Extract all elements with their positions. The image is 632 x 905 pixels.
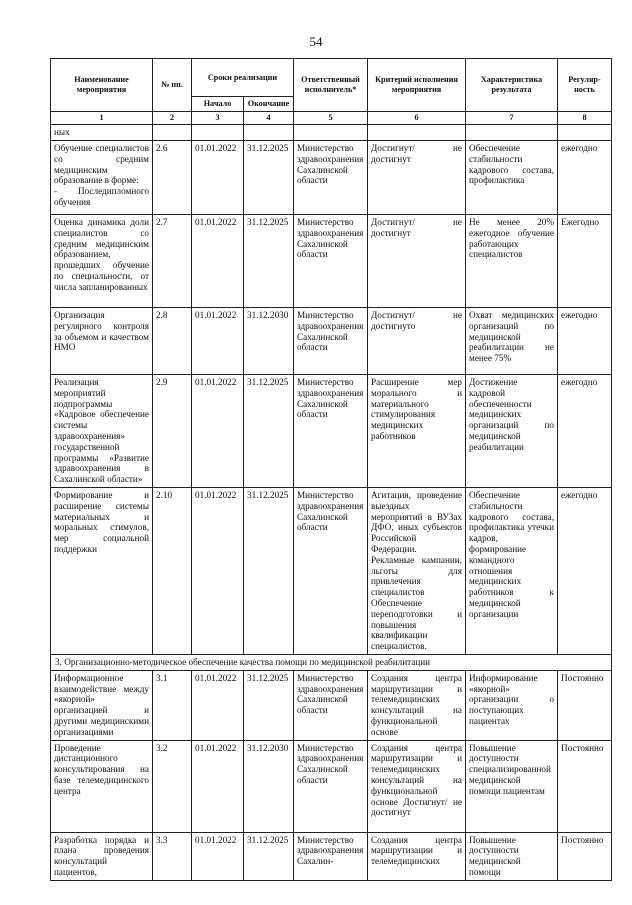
- table-row: [51, 670, 612, 740]
- header-criterion: Критерий исполнения мероприятия: [368, 59, 466, 112]
- table-row: [51, 740, 612, 832]
- activity-number-cell: 3.1: [153, 670, 192, 740]
- activity-name-cell: Формирование и расширение системы материальных и моральных стимулов, мер социальной поддержки: [51, 488, 153, 655]
- executor-cell: Министерство здравоохранения Сахалинской области: [294, 488, 368, 655]
- criterion-cell: Достигнут/ не достигнут: [368, 141, 466, 215]
- criterion-cell: Достигнут/ не достигнуто: [368, 308, 466, 375]
- end-date-cell: 31.12.2025: [244, 670, 294, 740]
- activity-name-cell: Реализация мероприятий подпрограммы «Кадровое обеспечение системы здравоохранения» государственной программы «Развитие здравоохранения в Сахалинской области»: [51, 375, 153, 488]
- activity-number-cell: 3.2: [153, 740, 192, 832]
- end-date-cell: 31.12.2030: [244, 740, 294, 832]
- activity-number-cell: 3.3: [153, 832, 192, 880]
- header-num: № пп.: [153, 59, 192, 112]
- result-cell: Повышение доступности специализированной медицинской помощи пациентам: [466, 740, 558, 832]
- regularity-cell: ежегодно: [558, 375, 612, 488]
- regularity-cell: ежегодно: [558, 488, 612, 655]
- activity-number-cell: 2.8: [153, 308, 192, 375]
- section-row: [51, 655, 612, 671]
- start-date-cell: 01.01.2022: [192, 670, 244, 740]
- column-number: 8: [558, 111, 612, 125]
- table-row: [51, 141, 612, 215]
- result-cell: Достижение кадровой обеспеченности медицинских организаций по медицинской реабилитации: [466, 375, 558, 488]
- activity-name-cell: Информационное взаимодействие между «якорной» организацией и другими медицинскими организациями: [51, 670, 153, 740]
- table-header-row: [51, 59, 612, 97]
- continuation-text: ных: [51, 125, 153, 141]
- regularity-cell: Постоянно: [558, 740, 612, 832]
- end-date-cell: 31.12.2025: [244, 215, 294, 308]
- page-number: 54: [309, 34, 323, 49]
- regularity-cell: Постоянно: [558, 832, 612, 880]
- start-date-cell: 01.01.2022: [192, 375, 244, 488]
- column-number: 4: [244, 111, 294, 125]
- column-number: 7: [466, 111, 558, 125]
- activities-table: [50, 58, 612, 881]
- column-number: 3: [192, 111, 244, 125]
- column-number: 1: [51, 111, 153, 125]
- table-row: [51, 308, 612, 375]
- table-row: [51, 488, 612, 655]
- activity-number-cell: 2.7: [153, 215, 192, 308]
- criterion-cell: Агитация, проведение выездных мероприятий в ВУЗах ДФО, иных субъектов Российской Федерации. Рекламные кампании, льготы для привлечения специалистов Обеспечение переподготовки и повышения квалификации специалистов.: [368, 488, 466, 655]
- criterion-cell: Создания центра маршрутизации и телемедицинских: [368, 832, 466, 880]
- start-date-cell: 01.01.2022: [192, 141, 244, 215]
- header-start: Начало: [192, 97, 244, 112]
- regularity-cell: ежегодно: [558, 308, 612, 375]
- header-end: Окончание: [244, 97, 294, 112]
- header-executor: Ответственный исполнитель*: [294, 59, 368, 112]
- activity-name-cell: Проведение дистанционного консультирования на базе телемедицинского центра: [51, 740, 153, 832]
- header-characteristic: Характеристика результата: [466, 59, 558, 112]
- executor-cell: Министерство здравоохранения Сахалинской области: [294, 670, 368, 740]
- executor-cell: Министерство здравоохранения Сахалинской области: [294, 740, 368, 832]
- section-title: 3. Организационно-методическое обеспечение качества помощи по медицинской реабилитации: [51, 655, 612, 671]
- result-cell: Информирование «якорной» организации о поступающих пациентах: [466, 670, 558, 740]
- activity-name-cell: Организация регулярного контроля за объемом и качеством НМО: [51, 308, 153, 375]
- criterion-cell: Расширение мер морального и материального стимулирования медицинских работников: [368, 375, 466, 488]
- result-cell: Обеспечение стабильности кадрового состава, профилактика: [466, 141, 558, 215]
- start-date-cell: 01.01.2022: [192, 215, 244, 308]
- column-numbers-row: [51, 111, 612, 125]
- activity-name-cell: Обучение специалистов со средним медицинским образование в форме: - Последипломного обучения: [51, 141, 153, 215]
- end-date-cell: 31.12.2030: [244, 308, 294, 375]
- regularity-cell: Ежегодно: [558, 215, 612, 308]
- end-date-cell: 31.12.2025: [244, 488, 294, 655]
- column-number: 5: [294, 111, 368, 125]
- start-date-cell: 01.01.2022: [192, 740, 244, 832]
- activity-number-cell: 2.9: [153, 375, 192, 488]
- table-row: [51, 832, 612, 880]
- executor-cell: Министерство здравоохранения Сахалинской области: [294, 375, 368, 488]
- continuation-row: [51, 125, 612, 141]
- column-number: 2: [153, 111, 192, 125]
- activity-number-cell: 2.10: [153, 488, 192, 655]
- end-date-cell: 31.12.2025: [244, 832, 294, 880]
- header-regularity: Регуляр-ность: [558, 59, 612, 112]
- regularity-cell: ежегодно: [558, 141, 612, 215]
- executor-cell: Министерство здравоохранения Сахалин-: [294, 832, 368, 880]
- table-row: [51, 375, 612, 488]
- activity-number-cell: 2.6: [153, 141, 192, 215]
- activity-name-cell: Оценка динамика доли специалистов со средним медицинским образованием, прошедших обучение по специальности, от числа запланированных: [51, 215, 153, 308]
- criterion-cell: Достигнут/ не достигнут: [368, 215, 466, 308]
- end-date-cell: 31.12.2025: [244, 375, 294, 488]
- executor-cell: Министерство здравоохранения Сахалинской области: [294, 215, 368, 308]
- result-cell: Обеспечение стабильности кадрового состава, профилактика утечки кадров, формирование командного отношения медицинских работников к медицинской организации: [466, 488, 558, 655]
- header-name: Наименование мероприятия: [51, 59, 153, 112]
- end-date-cell: 31.12.2025: [244, 141, 294, 215]
- start-date-cell: 01.01.2022: [192, 308, 244, 375]
- regularity-cell: Постоянно: [558, 670, 612, 740]
- executor-cell: Министерство здравоохранения Сахалинской области: [294, 308, 368, 375]
- criterion-cell: Создания центра маршрутизации и телемедицинских консультаций на функциональной основе Достигнут/ не достигнут: [368, 740, 466, 832]
- header-deadlines: Сроки реализации: [192, 59, 294, 97]
- result-cell: Повышение доступности медицинской помощи: [466, 832, 558, 880]
- start-date-cell: 01.01.2022: [192, 832, 244, 880]
- table-row: [51, 215, 612, 308]
- executor-cell: Министерство здравоохранения Сахалинской области: [294, 141, 368, 215]
- result-cell: Не менее 20% ежегодное обучение работающих специалистов: [466, 215, 558, 308]
- result-cell: Охват медицинских организаций по медицинской реабилитации не менее 75%: [466, 308, 558, 375]
- column-number: 6: [368, 111, 466, 125]
- start-date-cell: 01.01.2022: [192, 488, 244, 655]
- activity-name-cell: Разработка порядка и плана проведения консультаций пациентов,: [51, 832, 153, 880]
- criterion-cell: Создания центра маршрутизации и телемедицинских консультаций на функциональной основе: [368, 670, 466, 740]
